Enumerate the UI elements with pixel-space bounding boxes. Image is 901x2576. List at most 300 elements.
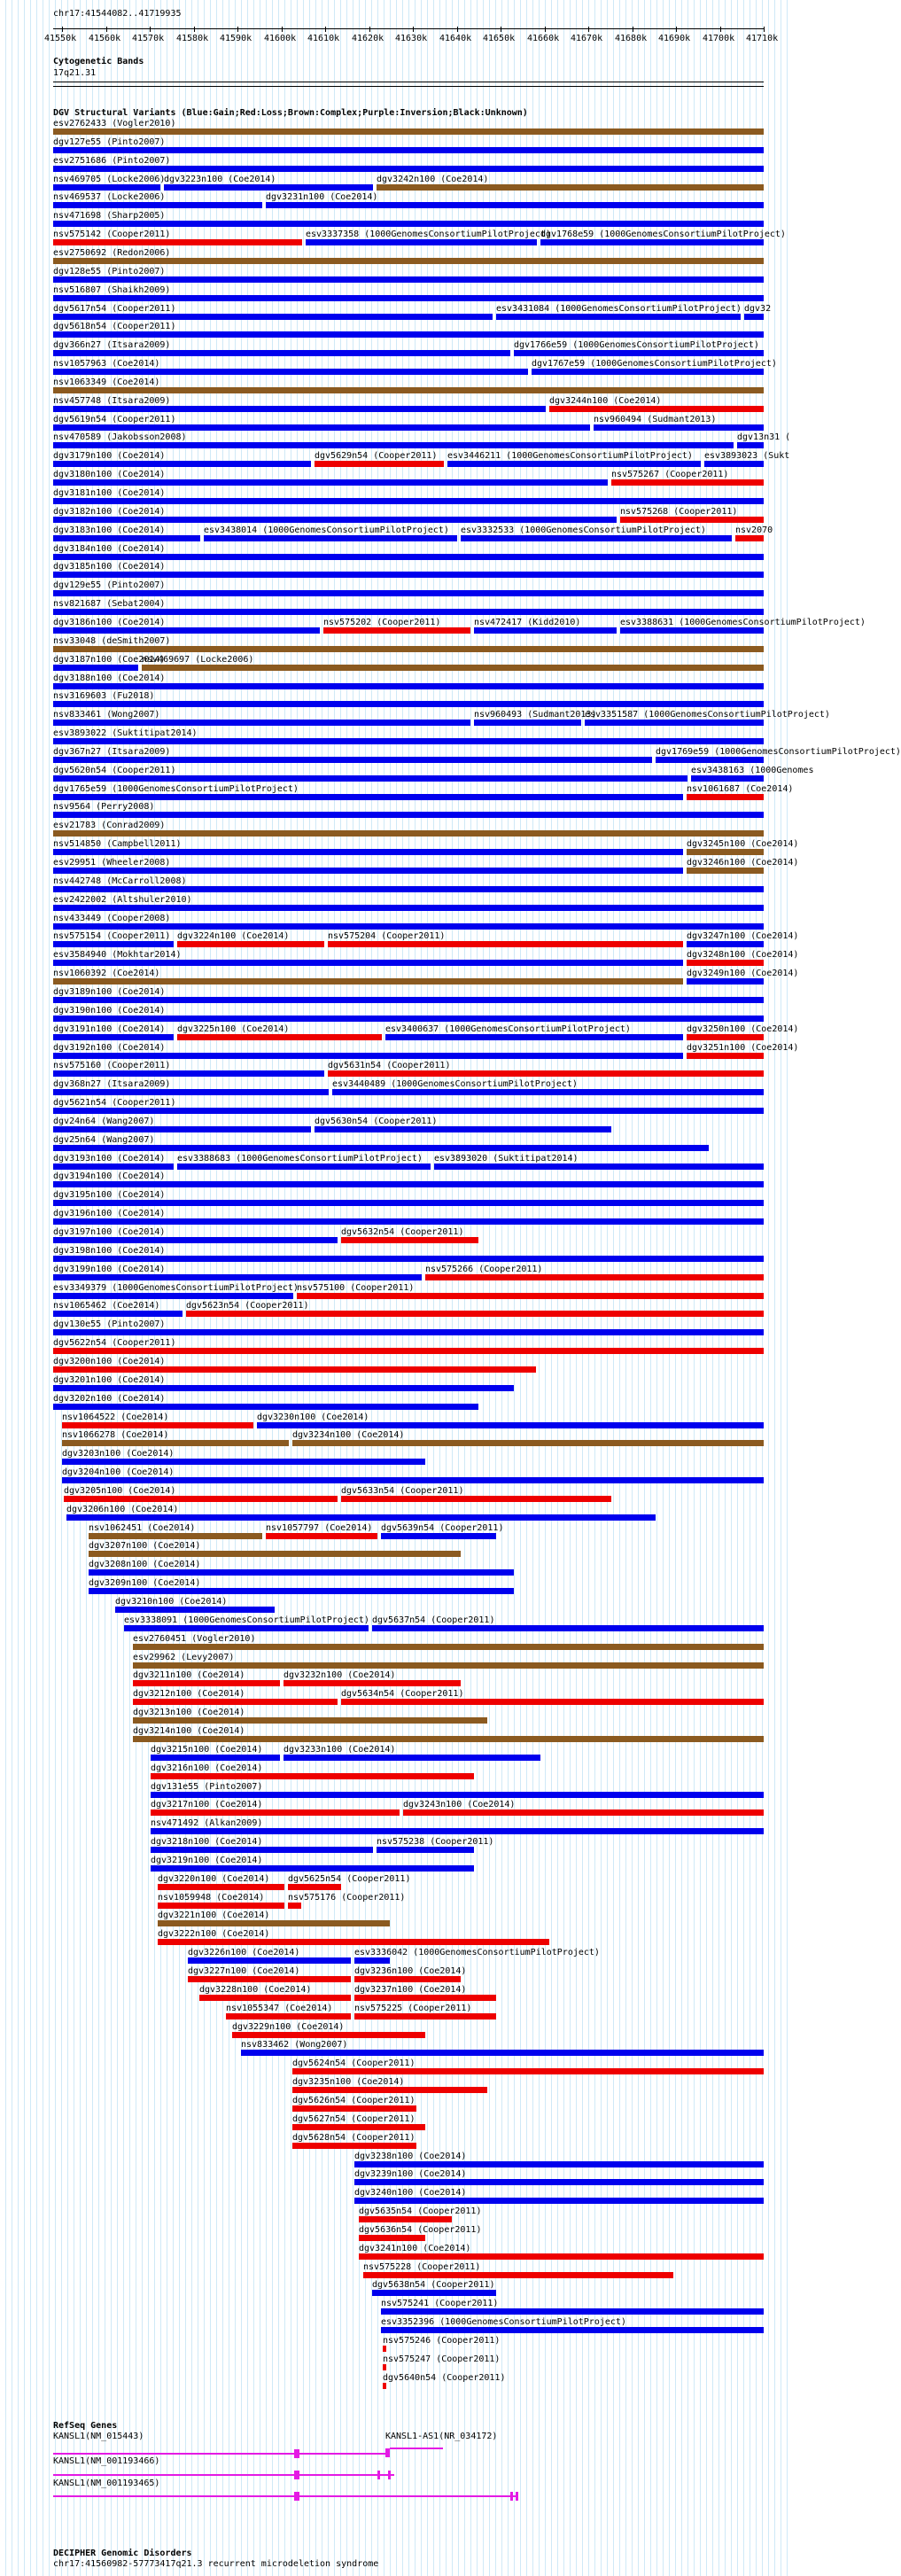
variant-label[interactable]: dgv3242n100 (Coe2014) (377, 175, 489, 184)
variant-label[interactable]: dgv5626n54 (Cooper2011) (292, 2096, 416, 2105)
variant-bar-loss[interactable] (363, 2272, 673, 2278)
variant-bar-gain[interactable] (53, 757, 652, 763)
variant-label[interactable]: dgv3207n100 (Coe2014) (89, 1541, 201, 1551)
variant-bar-gain[interactable] (53, 1385, 514, 1391)
variant-bar-gain[interactable] (53, 1053, 683, 1059)
variant-label[interactable]: dgv127e55 (Pinto2007) (53, 137, 166, 147)
variant-label[interactable]: nsv3169603 (Fu2018) (53, 691, 155, 701)
variant-label[interactable]: nsv575267 (Cooper2011) (611, 470, 729, 479)
variant-label[interactable]: nsv470589 (Jakobsson2008) (53, 432, 187, 442)
variant-label[interactable]: nsv1060392 (Coe2014) (53, 969, 160, 978)
variant-label[interactable]: dgv5629n54 (Cooper2011) (315, 451, 438, 461)
variant-label[interactable]: dgv3249n100 (Coe2014) (687, 969, 799, 978)
variant-bar-loss[interactable] (64, 1496, 338, 1502)
variant-bar-gain[interactable] (177, 1163, 431, 1170)
variant-bar-gain[interactable] (164, 184, 373, 191)
variant-label[interactable]: dgv5637n54 (Cooper2011) (372, 1615, 495, 1625)
variant-bar-loss[interactable] (341, 1699, 764, 1705)
variant-label[interactable]: esv3400637 (1000GenomesConsortiumPilotProject) (385, 1024, 631, 1034)
variant-bar-loss[interactable] (133, 1680, 280, 1686)
variant-bar-gain[interactable] (53, 720, 470, 726)
variant-label[interactable]: dgv3225n100 (Coe2014) (177, 1024, 290, 1034)
variant-label[interactable]: dgv3226n100 (Coe2014) (188, 1948, 300, 1957)
gene-label[interactable]: KANSL1(NM_015443) (53, 2432, 144, 2441)
variant-bar-gain[interactable] (53, 1293, 293, 1299)
variant-label[interactable]: esv2760451 (Vogler2010) (133, 1634, 256, 1644)
variant-bar-loss[interactable] (292, 2105, 416, 2112)
variant-bar-gain[interactable] (585, 720, 764, 726)
variant-label[interactable]: dgv3224n100 (Coe2014) (177, 931, 290, 941)
variant-bar-gain[interactable] (53, 184, 160, 191)
variant-bar-gain[interactable] (53, 701, 764, 707)
variant-bar-loss[interactable] (383, 2383, 386, 2389)
variant-label[interactable]: dgv128e55 (Pinto2007) (53, 267, 166, 276)
variant-bar-gain[interactable] (53, 868, 683, 874)
variant-label[interactable]: dgv3191n100 (Coe2014) (53, 1024, 166, 1034)
variant-bar-gain[interactable] (53, 554, 764, 560)
variant-bar-gain[interactable] (53, 442, 734, 448)
variant-label[interactable]: dgv3241n100 (Coe2014) (359, 2244, 471, 2253)
variant-label[interactable]: dgv5617n54 (Cooper2011) (53, 304, 176, 314)
variant-bar-complex[interactable] (133, 1662, 764, 1669)
variant-bar-gain[interactable] (354, 2198, 764, 2204)
variant-label[interactable]: nsv833461 (Wong2007) (53, 710, 160, 720)
variant-label[interactable]: nsv821687 (Sebat2004) (53, 599, 166, 609)
variant-bar-gain[interactable] (62, 1477, 764, 1483)
variant-bar-complex[interactable] (687, 868, 764, 874)
variant-bar-gain[interactable] (53, 479, 608, 486)
variant-label[interactable]: dgv3202n100 (Coe2014) (53, 1394, 166, 1404)
variant-label[interactable]: esv2762433 (Vogler2010) (53, 119, 176, 128)
variant-label[interactable]: nsv1059948 (Coe2014) (158, 1893, 265, 1903)
variant-label[interactable]: dgv3223n100 (Coe2014) (164, 175, 276, 184)
variant-bar-gain[interactable] (53, 590, 764, 596)
variant-label[interactable]: dgv24n64 (Wang2007) (53, 1117, 155, 1126)
variant-bar-gain[interactable] (151, 1828, 764, 1834)
variant-bar-gain[interactable] (687, 941, 764, 947)
variant-label[interactable]: dgv5621n54 (Cooper2011) (53, 1098, 176, 1108)
variant-bar-loss[interactable] (354, 1976, 461, 1982)
variant-label[interactable]: dgv3238n100 (Coe2014) (354, 2152, 467, 2161)
variant-bar-gain[interactable] (62, 1459, 425, 1465)
gene-model[interactable] (53, 2474, 394, 2476)
variant-bar-gain[interactable] (266, 202, 764, 208)
variant-bar-gain[interactable] (474, 720, 581, 726)
variant-bar-loss[interactable] (297, 1293, 764, 1299)
variant-label[interactable]: dgv3220n100 (Coe2014) (158, 1874, 270, 1884)
variant-label[interactable]: nsv1063349 (Coe2014) (53, 377, 160, 387)
variant-bar-loss[interactable] (288, 1884, 341, 1890)
variant-label[interactable]: dgv3246n100 (Coe2014) (687, 858, 799, 868)
variant-bar-gain[interactable] (53, 683, 764, 689)
variant-bar-loss[interactable] (266, 1533, 377, 1539)
gene-label[interactable]: KANSL1-AS1(NR_034172) (385, 2432, 498, 2441)
variant-bar-loss[interactable] (620, 517, 764, 523)
variant-bar-gain[interactable] (53, 517, 617, 523)
variant-label[interactable]: dgv1767e59 (1000GenomesConsortiumPilotProject) (532, 359, 777, 369)
variant-label[interactable]: esv3337358 (1000GenomesConsortiumPilotProject) (306, 230, 551, 239)
variant-bar-gain[interactable] (53, 166, 764, 172)
variant-label[interactable]: nsv1057963 (Coe2014) (53, 359, 160, 369)
variant-bar-loss[interactable] (53, 1348, 764, 1354)
variant-label[interactable]: dgv3195n100 (Coe2014) (53, 1190, 166, 1200)
variant-bar-loss[interactable] (292, 2087, 487, 2093)
variant-bar-gain[interactable] (540, 239, 764, 245)
variant-label[interactable]: dgv129e55 (Pinto2007) (53, 580, 166, 590)
variant-label[interactable]: dgv3217n100 (Coe2014) (151, 1800, 263, 1809)
variant-bar-loss[interactable] (158, 1884, 284, 1890)
variant-label[interactable]: dgv3187n100 (Coe2014) (53, 655, 166, 665)
variant-bar-gain[interactable] (53, 1274, 422, 1280)
variant-bar-gain[interactable] (53, 406, 546, 412)
variant-bar-loss[interactable] (133, 1699, 338, 1705)
variant-bar-gain[interactable] (53, 849, 683, 855)
variant-bar-complex[interactable] (53, 646, 764, 652)
variant-bar-gain[interactable] (53, 1145, 709, 1151)
variant-label[interactable]: dgv3213n100 (Coe2014) (133, 1708, 245, 1717)
variant-bar-gain[interactable] (532, 369, 764, 375)
variant-bar-loss[interactable] (611, 479, 764, 486)
gene-label[interactable]: KANSL1(NM_001193465) (53, 2479, 160, 2488)
variant-bar-gain[interactable] (385, 1034, 683, 1040)
variant-label[interactable]: dgv5630n54 (Cooper2011) (315, 1117, 438, 1126)
variant-bar-gain[interactable] (53, 1016, 764, 1022)
variant-label[interactable]: dgv5636n54 (Cooper2011) (359, 2225, 482, 2235)
variant-label[interactable]: dgv5619n54 (Cooper2011) (53, 415, 176, 424)
variant-bar-gain[interactable] (151, 1792, 764, 1798)
variant-label[interactable]: dgv3236n100 (Coe2014) (354, 1966, 467, 1976)
variant-label[interactable]: dgv3230n100 (Coe2014) (257, 1413, 369, 1422)
variant-label[interactable]: nsv575176 (Cooper2011) (288, 1893, 406, 1903)
variant-label[interactable]: dgv3219n100 (Coe2014) (151, 1856, 263, 1865)
variant-label[interactable]: nsv960494 (Sudmant2013) (594, 415, 717, 424)
variant-bar-complex[interactable] (687, 849, 764, 855)
variant-bar-gain[interactable] (53, 572, 764, 578)
variant-bar-complex[interactable] (133, 1736, 764, 1742)
variant-bar-gain[interactable] (474, 627, 617, 634)
variant-bar-gain[interactable] (53, 369, 528, 375)
variant-bar-gain[interactable] (381, 2327, 764, 2333)
variant-label[interactable]: dgv3209n100 (Coe2014) (89, 1578, 201, 1588)
variant-label[interactable]: dgv3231n100 (Coe2014) (266, 192, 378, 202)
variant-bar-gain[interactable] (354, 2179, 764, 2185)
variant-bar-gain[interactable] (53, 147, 764, 153)
variant-label[interactable]: dgv3233n100 (Coe2014) (284, 1745, 396, 1755)
gene-model[interactable] (53, 2453, 301, 2455)
variant-label[interactable]: nsv575142 (Cooper2011) (53, 230, 171, 239)
variant-label[interactable]: nsv1055347 (Coe2014) (226, 2004, 333, 2013)
variant-bar-gain[interactable] (53, 886, 764, 892)
variant-bar-gain[interactable] (53, 997, 764, 1003)
variant-bar-gain[interactable] (53, 1034, 174, 1040)
variant-label[interactable]: dgv3218n100 (Coe2014) (151, 1837, 263, 1847)
variant-bar-gain[interactable] (594, 424, 764, 431)
variant-label[interactable]: esv2751686 (Pinto2007) (53, 156, 171, 166)
variant-label[interactable]: dgv3221n100 (Coe2014) (158, 1911, 270, 1920)
variant-bar-gain[interactable] (53, 202, 262, 208)
variant-label[interactable]: esv3440489 (1000GenomesConsortiumPilotProject) (332, 1079, 578, 1089)
variant-label[interactable]: esv3332533 (1000GenomesConsortiumPilotProject) (461, 525, 706, 535)
variant-label[interactable]: nsv442748 (McCarroll2008) (53, 876, 187, 886)
variant-bar-loss[interactable] (328, 941, 683, 947)
variant-label[interactable]: esv3351587 (1000GenomesConsortiumPilotProject) (585, 710, 830, 720)
variant-label[interactable]: dgv3181n100 (Coe2014) (53, 488, 166, 498)
variant-bar-gain[interactable] (53, 1126, 311, 1132)
variant-bar-loss[interactable] (53, 1366, 536, 1373)
variant-label[interactable]: dgv32 (744, 304, 772, 314)
variant-label[interactable]: dgv3189n100 (Coe2014) (53, 987, 166, 997)
variant-label[interactable]: dgv13n31 ( (737, 432, 791, 442)
variant-bar-complex[interactable] (133, 1644, 764, 1650)
variant-label[interactable]: esv3893022 (Suktitipat2014) (53, 728, 198, 738)
variant-label[interactable]: dgv3193n100 (Coe2014) (53, 1154, 166, 1163)
variant-label[interactable]: esv3584940 (Mokhtar2014) (53, 950, 182, 960)
variant-bar-gain[interactable] (204, 535, 457, 541)
variant-bar-gain[interactable] (53, 424, 590, 431)
variant-bar-complex[interactable] (53, 128, 764, 135)
variant-label[interactable]: dgv3212n100 (Coe2014) (133, 1689, 245, 1699)
variant-label[interactable]: dgv3243n100 (Coe2014) (403, 1800, 516, 1809)
variant-bar-loss[interactable] (158, 1903, 284, 1909)
variant-label[interactable]: esv3893023 (Sukt (704, 451, 790, 461)
variant-bar-loss[interactable] (292, 2143, 416, 2149)
variant-label[interactable]: dgv3248n100 (Coe2014) (687, 950, 799, 960)
variant-bar-gain[interactable] (151, 1847, 373, 1853)
variant-bar-complex[interactable] (89, 1551, 461, 1557)
variant-bar-gain[interactable] (704, 461, 764, 467)
variant-bar-gain[interactable] (53, 535, 200, 541)
variant-label[interactable]: dgv3194n100 (Coe2014) (53, 1171, 166, 1181)
variant-bar-gain[interactable] (332, 1089, 764, 1095)
variant-bar-gain[interactable] (53, 1181, 764, 1187)
variant-label[interactable]: dgv3182n100 (Coe2014) (53, 507, 166, 517)
variant-label[interactable]: nsv457748 (Itsara2009) (53, 396, 171, 406)
variant-label[interactable]: dgv3205n100 (Coe2014) (64, 1486, 176, 1496)
variant-label[interactable]: esv2422002 (Altshuler2010) (53, 895, 192, 905)
gene-label[interactable]: KANSL1(NM_001193466) (53, 2456, 160, 2466)
variant-label[interactable]: nsv575100 (Cooper2011) (297, 1283, 415, 1293)
variant-bar-gain[interactable] (53, 1256, 764, 1262)
variant-label[interactable]: dgv3240n100 (Coe2014) (354, 2188, 467, 2198)
variant-label[interactable]: dgv131e55 (Pinto2007) (151, 1782, 263, 1792)
variant-label[interactable]: dgv3183n100 (Coe2014) (53, 525, 166, 535)
variant-bar-loss[interactable] (158, 1939, 549, 1945)
variant-label[interactable]: nsv575241 (Cooper2011) (381, 2299, 499, 2308)
variant-label[interactable]: dgv3239n100 (Coe2014) (354, 2169, 467, 2179)
variant-bar-gain[interactable] (53, 923, 764, 930)
variant-bar-loss[interactable] (53, 239, 302, 245)
variant-label[interactable]: dgv1766e59 (1000GenomesConsortiumPilotProject) (514, 340, 759, 350)
variant-bar-gain[interactable] (53, 1329, 764, 1335)
variant-bar-complex[interactable] (377, 184, 764, 191)
variant-label[interactable]: nsv433449 (Cooper2008) (53, 914, 171, 923)
variant-label[interactable]: nsv516807 (Shaikh2009) (53, 285, 171, 295)
variant-bar-gain[interactable] (53, 498, 764, 504)
variant-bar-gain[interactable] (447, 461, 701, 467)
variant-label[interactable]: dgv5625n54 (Cooper2011) (288, 1874, 411, 1884)
variant-label[interactable]: dgv367n27 (Itsara2009) (53, 747, 171, 757)
variant-label[interactable]: dgv3188n100 (Coe2014) (53, 673, 166, 683)
variant-label[interactable]: dgv3200n100 (Coe2014) (53, 1357, 166, 1366)
variant-label[interactable]: dgv3197n100 (Coe2014) (53, 1227, 166, 1237)
variant-bar-gain[interactable] (53, 960, 683, 966)
variant-bar-loss[interactable] (186, 1311, 764, 1317)
variant-bar-gain[interactable] (53, 905, 764, 911)
variant-label[interactable]: esv3388631 (1000GenomesConsortiumPilotProject) (620, 618, 866, 627)
variant-bar-gain[interactable] (354, 1957, 390, 1964)
variant-bar-complex[interactable] (53, 978, 683, 984)
variant-bar-gain[interactable] (53, 794, 683, 800)
variant-label[interactable]: dgv3190n100 (Coe2014) (53, 1006, 166, 1016)
variant-bar-gain[interactable] (496, 314, 741, 320)
variant-bar-complex[interactable] (53, 830, 764, 837)
variant-label[interactable]: dgv3237n100 (Coe2014) (354, 1985, 467, 1995)
variant-bar-gain[interactable] (656, 757, 764, 763)
variant-bar-gain[interactable] (620, 627, 764, 634)
variant-label[interactable]: nsv575204 (Cooper2011) (328, 931, 446, 941)
variant-label[interactable]: dgv3211n100 (Coe2014) (133, 1670, 245, 1680)
variant-bar-gain[interactable] (53, 1404, 478, 1410)
variant-bar-gain[interactable] (53, 314, 493, 320)
variant-label[interactable]: nsv575268 (Cooper2011) (620, 507, 738, 517)
variant-label[interactable]: dgv368n27 (Itsara2009) (53, 1079, 171, 1089)
variant-bar-gain[interactable] (306, 239, 537, 245)
variant-bar-loss[interactable] (284, 1680, 461, 1686)
decipher-entry[interactable]: chr17:41560982-57773417q21.3 recurrent microdeletion syndrome (53, 2559, 379, 2569)
variant-label[interactable]: esv3438014 (1000GenomesConsortiumPilotProject) (204, 525, 449, 535)
variant-bar-gain[interactable] (188, 1957, 351, 1964)
variant-label[interactable]: esv3338091 (1000GenomesConsortiumPilotProject) (124, 1615, 369, 1625)
variant-label[interactable]: nsv1064522 (Coe2014) (62, 1413, 169, 1422)
variant-label[interactable]: dgv3208n100 (Coe2014) (89, 1560, 201, 1569)
variant-label[interactable]: dgv5633n54 (Cooper2011) (341, 1486, 464, 1496)
variant-label[interactable]: nsv575247 (Cooper2011) (383, 2354, 501, 2364)
variant-bar-gain[interactable] (53, 1200, 764, 1206)
variant-bar-loss[interactable] (354, 1995, 496, 2001)
variant-bar-loss[interactable] (425, 1274, 764, 1280)
variant-label[interactable]: dgv1765e59 (1000GenomesConsortiumPilotProject) (53, 784, 299, 794)
variant-bar-loss[interactable] (315, 461, 444, 467)
variant-label[interactable]: nsv471492 (Alkan2009) (151, 1818, 263, 1828)
variant-label[interactable]: nsv575238 (Cooper2011) (377, 1837, 494, 1847)
variant-bar-gain[interactable] (514, 350, 764, 356)
variant-label[interactable]: dgv3204n100 (Coe2014) (62, 1467, 175, 1477)
variant-bar-gain[interactable] (151, 1865, 474, 1872)
variant-bar-loss[interactable] (403, 1809, 764, 1816)
variant-bar-gain[interactable] (151, 1755, 280, 1761)
variant-label[interactable]: dgv5620n54 (Cooper2011) (53, 766, 176, 775)
variant-label[interactable]: nsv9564 (Perry2008) (53, 802, 155, 812)
variant-bar-gain[interactable] (53, 1237, 338, 1243)
variant-label[interactable]: dgv3244n100 (Coe2014) (549, 396, 662, 406)
variant-label[interactable]: dgv3192n100 (Coe2014) (53, 1043, 166, 1053)
variant-label[interactable]: dgv3247n100 (Coe2014) (687, 931, 799, 941)
variant-label[interactable]: dgv3201n100 (Coe2014) (53, 1375, 166, 1385)
variant-label[interactable]: nsv2070 (735, 525, 773, 535)
variant-label[interactable]: dgv5634n54 (Cooper2011) (341, 1689, 464, 1699)
variant-bar-gain[interactable] (53, 461, 311, 467)
variant-label[interactable]: nsv469537 (Locke2006) (53, 192, 166, 202)
variant-bar-loss[interactable] (151, 1773, 474, 1779)
variant-bar-gain[interactable] (53, 276, 764, 283)
variant-bar-loss[interactable] (292, 2068, 764, 2074)
variant-bar-loss[interactable] (687, 1034, 764, 1040)
variant-bar-gain[interactable] (53, 941, 174, 947)
variant-label[interactable]: nsv1061687 (Coe2014) (687, 784, 794, 794)
gene-model[interactable] (301, 2453, 390, 2455)
variant-bar-loss[interactable] (687, 1053, 764, 1059)
variant-label[interactable]: dgv5632n54 (Cooper2011) (341, 1227, 464, 1237)
variant-label[interactable]: dgv3215n100 (Coe2014) (151, 1745, 263, 1755)
variant-bar-gain[interactable] (53, 221, 764, 227)
variant-bar-gain[interactable] (737, 442, 764, 448)
variant-label[interactable]: dgv3210n100 (Coe2014) (115, 1597, 228, 1607)
gene-model[interactable] (53, 2495, 518, 2497)
variant-label[interactable]: dgv3198n100 (Coe2014) (53, 1246, 166, 1256)
variant-label[interactable]: dgv3227n100 (Coe2014) (188, 1966, 300, 1976)
variant-bar-loss[interactable] (328, 1070, 764, 1077)
variant-label[interactable]: esv3336042 (1000GenomesConsortiumPilotProject) (354, 1948, 600, 1957)
variant-bar-loss[interactable] (359, 2253, 764, 2260)
variant-label[interactable]: esv3893020 (Suktitipat2014) (434, 1154, 579, 1163)
variant-bar-gain[interactable] (53, 627, 320, 634)
variant-label[interactable]: nsv575246 (Cooper2011) (383, 2336, 501, 2346)
variant-label[interactable]: dgv5639n54 (Cooper2011) (381, 1523, 504, 1533)
variant-bar-complex[interactable] (62, 1440, 289, 1446)
variant-bar-complex[interactable] (158, 1920, 390, 1926)
variant-bar-loss[interactable] (232, 2032, 425, 2038)
variant-bar-complex[interactable] (89, 1533, 262, 1539)
variant-label[interactable]: dgv3185n100 (Coe2014) (53, 562, 166, 572)
variant-bar-gain[interactable] (377, 1847, 474, 1853)
variant-bar-gain[interactable] (241, 2050, 764, 2056)
variant-label[interactable]: dgv3196n100 (Coe2014) (53, 1209, 166, 1218)
variant-bar-gain[interactable] (53, 738, 764, 744)
variant-label[interactable]: dgv5624n54 (Cooper2011) (292, 2058, 416, 2068)
variant-label[interactable]: dgv1769e59 (1000GenomesConsortiumPilotProject) (656, 747, 901, 757)
variant-label[interactable]: dgv130e55 (Pinto2007) (53, 1319, 166, 1329)
variant-bar-loss[interactable] (151, 1809, 400, 1816)
variant-label[interactable]: dgv3235n100 (Coe2014) (292, 2077, 405, 2087)
variant-label[interactable]: nsv575225 (Cooper2011) (354, 2004, 472, 2013)
variant-bar-gain[interactable] (257, 1422, 764, 1428)
variant-bar-gain[interactable] (354, 2161, 764, 2167)
variant-label[interactable]: esv3349379 (1000GenomesConsortiumPilotProject) (53, 1283, 299, 1293)
variant-label[interactable]: dgv3186n100 (Coe2014) (53, 618, 166, 627)
variant-label[interactable]: dgv5628n54 (Cooper2011) (292, 2133, 416, 2143)
variant-bar-gain[interactable] (89, 1569, 514, 1576)
variant-bar-gain[interactable] (53, 665, 138, 671)
variant-bar-gain[interactable] (372, 1625, 764, 1631)
variant-label[interactable]: dgv3199n100 (Coe2014) (53, 1265, 166, 1274)
variant-bar-gain[interactable] (53, 775, 687, 782)
variant-label[interactable]: nsv833462 (Wong2007) (241, 2040, 348, 2050)
variant-label[interactable]: esv21783 (Conrad2009) (53, 821, 166, 830)
variant-label[interactable]: dgv5622n54 (Cooper2011) (53, 1338, 176, 1348)
variant-label[interactable]: esv3438163 (1000Genomes (691, 766, 814, 775)
variant-label[interactable]: nsv575160 (Cooper2011) (53, 1061, 171, 1070)
variant-bar-complex[interactable] (133, 1717, 487, 1724)
variant-label[interactable]: nsv575266 (Cooper2011) (425, 1265, 543, 1274)
variant-bar-loss[interactable] (199, 1995, 351, 2001)
variant-bar-complex[interactable] (53, 387, 764, 393)
variant-bar-gain[interactable] (115, 1607, 275, 1613)
variant-label[interactable]: dgv5627n54 (Cooper2011) (292, 2114, 416, 2124)
variant-label[interactable]: dgv3216n100 (Coe2014) (151, 1763, 263, 1773)
variant-bar-gain[interactable] (53, 1218, 764, 1225)
variant-bar-gain[interactable] (89, 1588, 514, 1594)
variant-bar-loss[interactable] (383, 2364, 386, 2370)
